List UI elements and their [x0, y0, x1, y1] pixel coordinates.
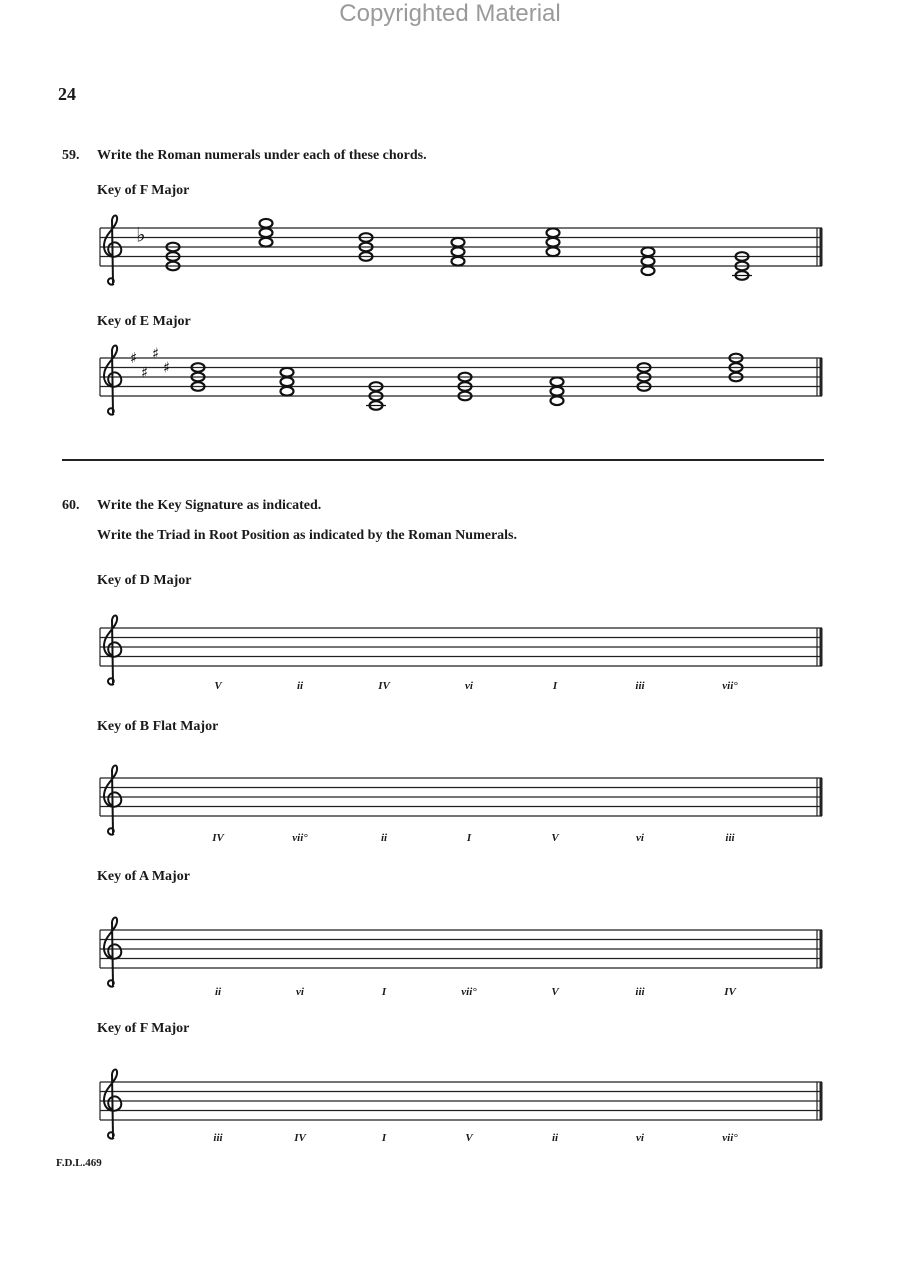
section-divider — [62, 459, 824, 461]
roman-numeral: IV — [378, 680, 390, 692]
roman-numeral: V — [465, 1132, 473, 1144]
whole-note — [551, 377, 564, 386]
key-label: Key of B Flat Major — [97, 719, 219, 734]
treble-clef-icon — [104, 346, 121, 415]
whole-note — [452, 257, 465, 266]
roman-numeral: I — [466, 832, 472, 844]
treble-clef-icon — [104, 1070, 121, 1139]
roman-numeral: iii — [725, 832, 735, 844]
roman-numeral: I — [552, 680, 558, 692]
roman-numeral: I — [381, 986, 387, 998]
whole-note — [547, 238, 560, 247]
key-label: Key of E Major — [97, 314, 191, 329]
music-staff-f-major — [0, 210, 900, 270]
key-label: Key of F Major — [97, 183, 190, 198]
whole-note — [260, 238, 273, 247]
music-staff-e-major — [0, 340, 900, 400]
clef-stroke — [104, 216, 121, 285]
publisher-code: F.D.L.469 — [56, 1157, 102, 1169]
roman-numeral: I — [381, 1132, 387, 1144]
whole-note — [547, 228, 560, 237]
roman-numeral: vii° — [461, 986, 477, 998]
whole-note — [642, 257, 655, 266]
music-staff-empty — [0, 760, 900, 820]
page-number: 24 — [58, 84, 76, 104]
exercise-60-instruction-1: Write the Key Signature as indicated. — [97, 498, 322, 513]
roman-numeral: IV — [724, 986, 736, 998]
roman-numeral: ii — [214, 986, 222, 998]
roman-numeral: IV — [212, 832, 224, 844]
clef-stroke — [104, 616, 121, 685]
whole-note — [281, 387, 294, 396]
treble-clef-icon — [104, 616, 121, 685]
exercise-60-instruction-2: Write the Triad in Root Position as indicated by the Roman Numerals. — [97, 528, 518, 543]
treble-clef-icon — [104, 918, 121, 987]
flat-icon: ♭ — [136, 222, 146, 247]
sharp-icon: ♯ — [130, 349, 138, 367]
roman-numeral: ii — [380, 832, 388, 844]
copyright-watermark: Copyrighted Material — [339, 0, 561, 27]
roman-numeral: ii — [551, 1132, 559, 1144]
whole-note — [642, 247, 655, 256]
whole-note — [281, 368, 294, 377]
clef-stroke — [104, 346, 121, 415]
treble-clef-icon — [104, 216, 121, 285]
whole-note — [281, 377, 294, 386]
whole-note — [551, 387, 564, 396]
roman-numeral: iii — [213, 1132, 223, 1144]
clef-stroke — [104, 766, 121, 835]
roman-numeral: vii° — [722, 680, 738, 692]
key-label: Key of D Major — [97, 573, 192, 588]
exercise-60-number: 60. — [62, 498, 80, 513]
roman-numeral: iii — [635, 680, 645, 692]
whole-note — [452, 247, 465, 256]
key-label: Key of F Major — [97, 1021, 190, 1036]
roman-numeral: V — [551, 832, 559, 844]
clef-stroke — [104, 918, 121, 987]
roman-numeral: ii — [296, 680, 304, 692]
sharp-icon: ♯ — [141, 363, 149, 382]
roman-numeral: IV — [294, 1132, 306, 1144]
roman-numeral: vi — [296, 986, 304, 998]
sharp-icon: ♯ — [152, 344, 160, 363]
whole-note — [551, 396, 564, 405]
roman-numeral: V — [551, 986, 559, 998]
whole-note — [260, 219, 273, 228]
whole-note — [260, 228, 273, 237]
roman-numeral: V — [214, 680, 222, 692]
whole-note — [642, 266, 655, 275]
roman-numeral: vii° — [292, 832, 308, 844]
clef-stroke — [104, 1070, 121, 1139]
whole-note — [452, 238, 465, 247]
music-staff-empty — [0, 912, 900, 972]
roman-numeral: iii — [635, 986, 645, 998]
whole-note — [547, 247, 560, 256]
music-staff-empty — [0, 610, 900, 670]
key-label: Key of A Major — [97, 869, 190, 884]
exercise-59-instruction: Write the Roman numerals under each of these chords. — [97, 148, 427, 163]
music-staff-empty — [0, 1064, 900, 1124]
treble-clef-icon — [104, 766, 121, 835]
roman-numeral: vii° — [722, 1132, 738, 1144]
roman-numeral: vi — [636, 832, 644, 844]
roman-numeral: vi — [465, 680, 473, 692]
sharp-icon: ♯ — [163, 358, 171, 377]
exercise-59-number: 59. — [62, 148, 80, 163]
roman-numeral: vi — [636, 1132, 644, 1144]
